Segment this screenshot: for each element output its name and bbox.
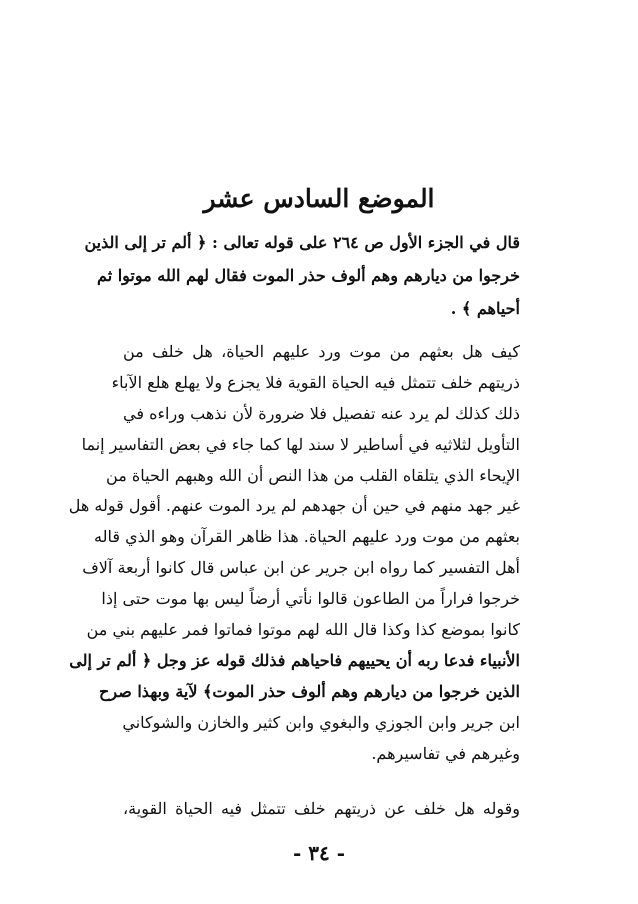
closing-paragraph: [123, 793, 520, 825]
body-line: غير جهد منهم في حين أن جهدهم لم يرد الموت عنهم. أقول قوله هل: [68, 496, 520, 516]
body-paragraph: [68, 337, 520, 769]
body-line: ذلك كذلك لم يرد عنه تفصيل فلا ضرورة لأن نذهب وراءه في: [123, 403, 520, 423]
intro-paragraph: [84, 226, 520, 325]
body-line: كانوا بموضع كذا وكذا قال الله لهم موتوا فماتوا فمر عليهم بني من: [86, 620, 520, 640]
body-line: وغيرهم في تفاسيرهم.: [371, 743, 520, 763]
closing-line: وقوله هل خلف عن ذريتهم خلف تتمثل فيه الحياة القوية،: [123, 799, 520, 818]
body-line: بعثهم من موت ورد عليهم الحياة. هذا ظاهر القرآن وهو الذي قاله: [94, 527, 520, 547]
section-title: الموضع السادس عشر: [203, 184, 435, 213]
intro-line: أحياهم ﴾ .: [450, 299, 520, 318]
intro-line: قال في الجزء الأول ص ٢٦٤ على قوله تعالى : ﴿ ألم تر إلى الذين: [84, 233, 520, 252]
body-line: ذريتهم خلف تتمثل فيه الحياة القوية فلا يجزع ولا يهلع هلع الآباء: [111, 372, 520, 392]
body-line: كيف هل بعثهم من موت ورد عليهم الحياة، هل خلف من: [123, 342, 520, 361]
body-line: الأنبياء فدعا ربه أن يحييهم فاحياهم فذلك قوله عز وجل ﴿ ألم تر إلى: [69, 650, 520, 670]
body-line: ابن جرير وابن الجوزي والبغوي وابن كثير والخازن والشوكاني: [122, 712, 520, 732]
body-line: الإيحاء الذي يتلقاه القلب من هذا النص أن الله وهبهم الحياة من: [106, 465, 520, 485]
intro-line: خرجوا من ديارهم وهم ألوف حذر الموت فقال لهم الله موتوا ثم: [97, 266, 520, 285]
page-number: - ٣٤ -: [292, 841, 345, 865]
body-line: خرجوا فراراً من الطاعون قالوا نأتي أرضاً ليس بها موت حتى إذا: [101, 589, 520, 609]
body-line: التأويل لثلاثيه في أساطير لا سند لها كما جاء في بعض التفاسير إنما: [81, 434, 520, 454]
body-line: الذين خرجوا من ديارهم وهم ألوف حذر الموت﴾ لآية وبهذا صرح: [99, 681, 520, 701]
body-line: أهل التفسير كما رواه ابن جرير عن ابن عباس قال كانوا أربعة آلاف: [82, 558, 520, 578]
